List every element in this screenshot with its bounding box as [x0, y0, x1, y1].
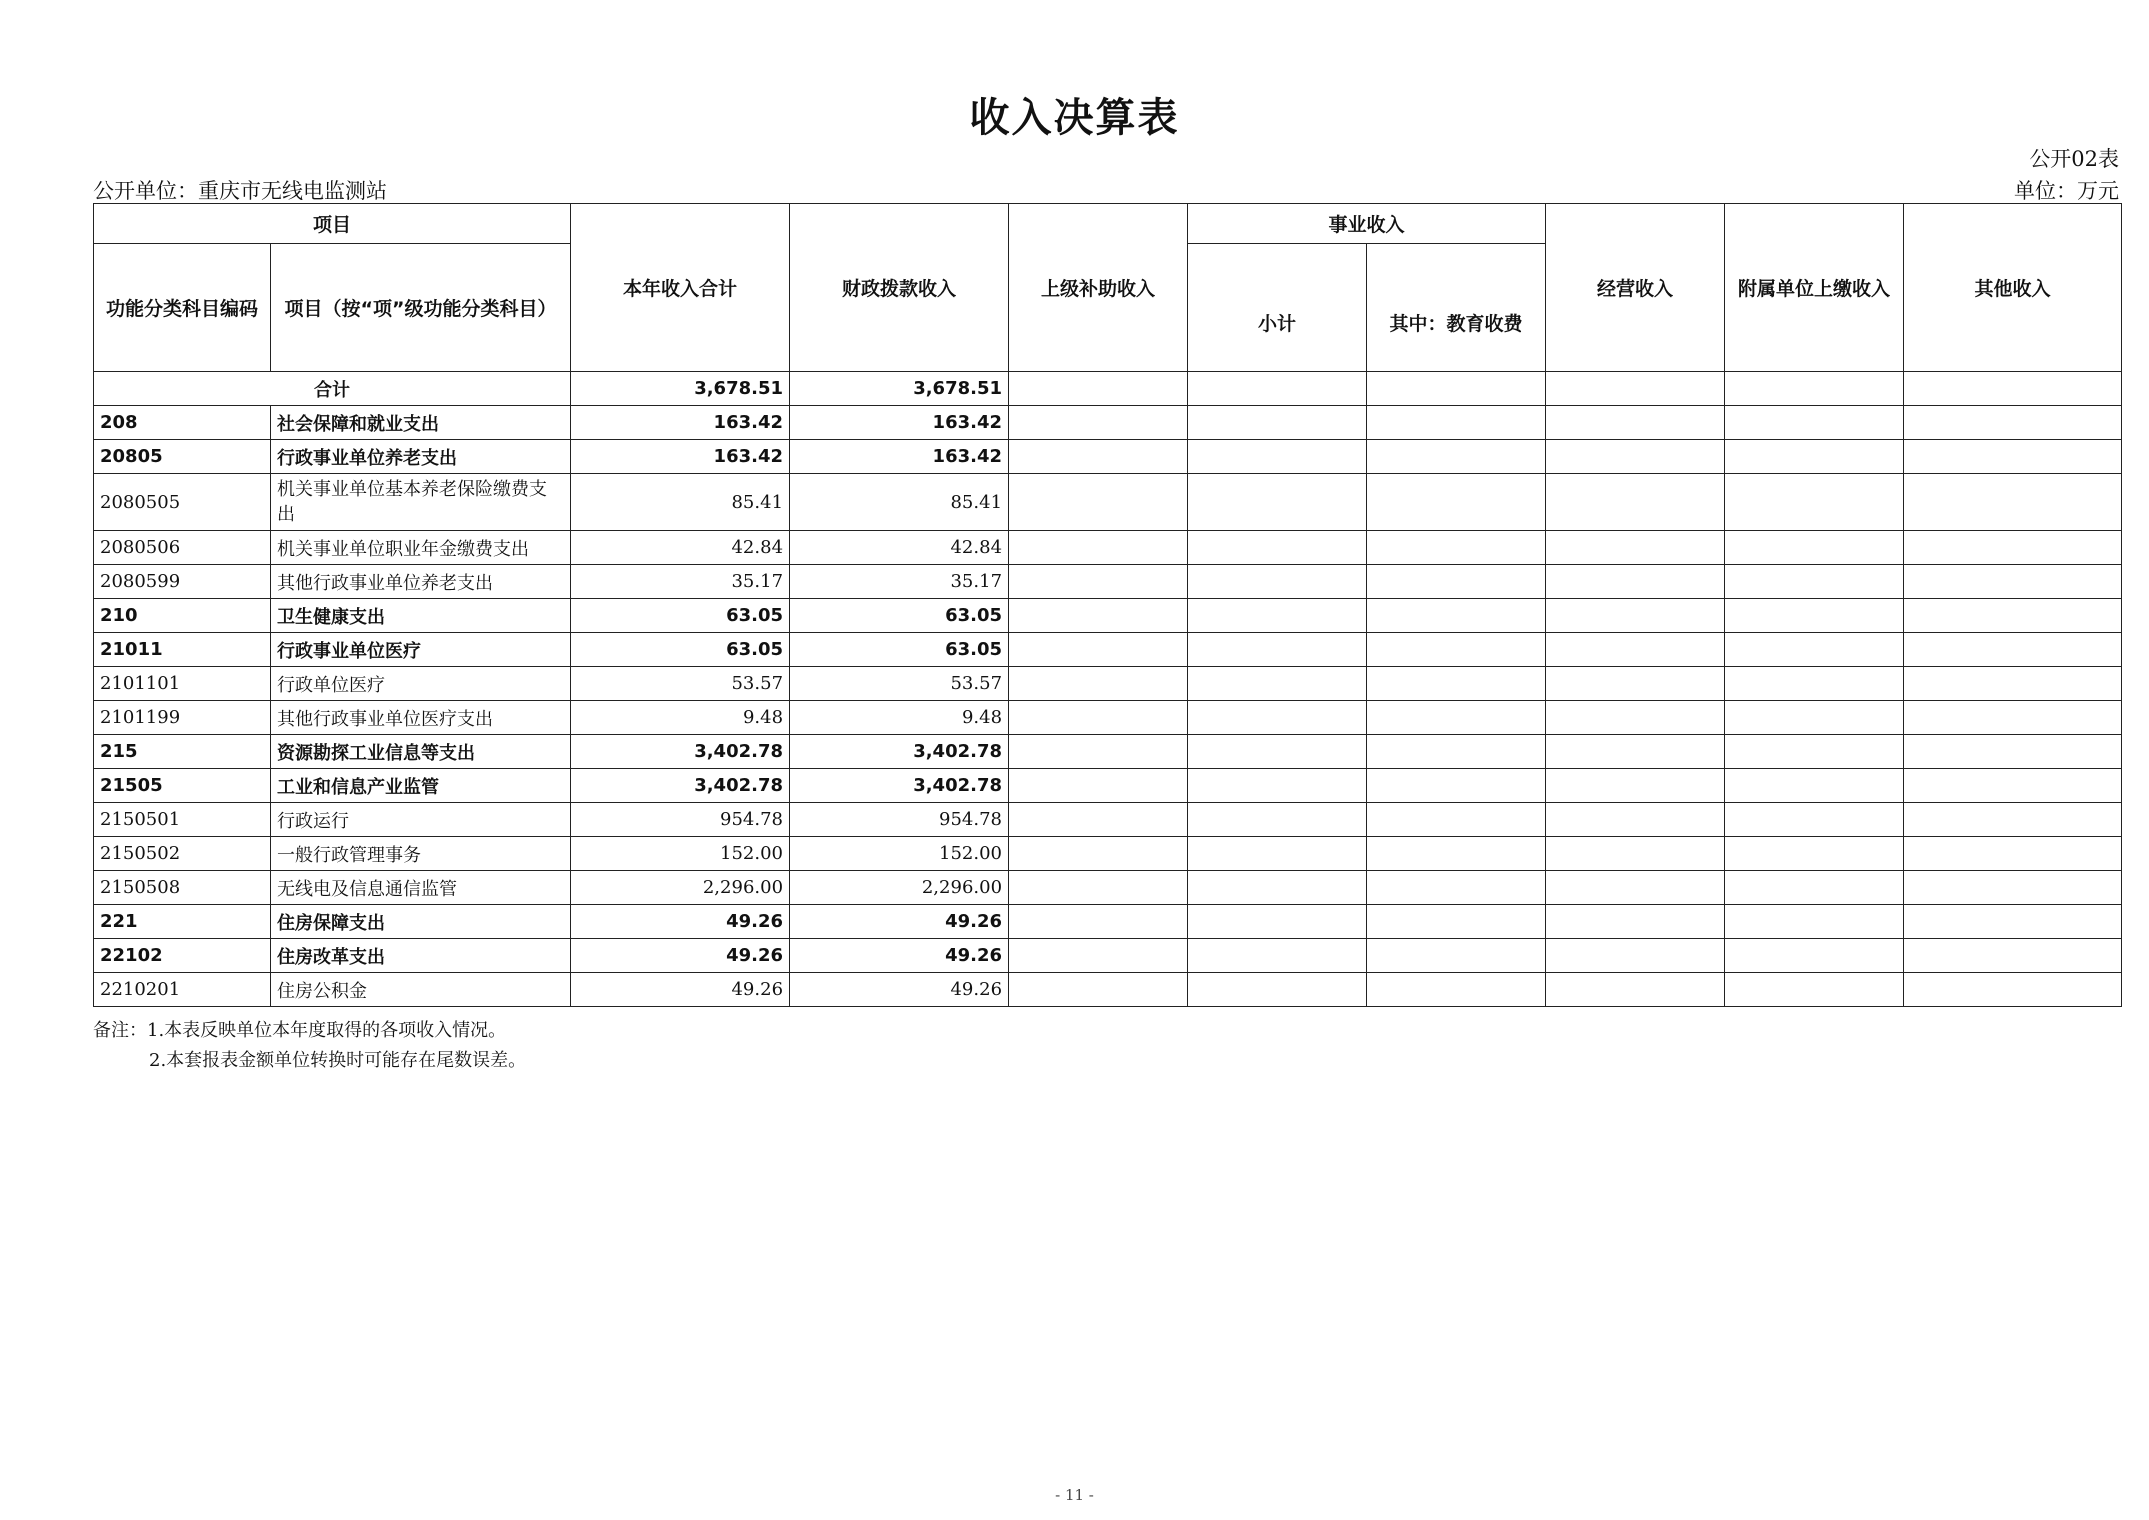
table-body — [94, 372, 2122, 1007]
table-row — [94, 837, 2122, 871]
table-row — [94, 599, 2122, 633]
empty-cell — [1188, 633, 1367, 667]
empty-cell — [1725, 769, 1904, 803]
header-education-fee: 其中：教育收费 — [1367, 244, 1546, 372]
empty-cell — [1367, 701, 1546, 735]
item-name-cell: 行政运行 — [271, 803, 571, 837]
empty-cell — [1009, 939, 1188, 973]
empty-cell — [1546, 667, 1725, 701]
empty-cell — [1367, 440, 1546, 474]
empty-cell — [1367, 667, 1546, 701]
empty-cell — [1725, 372, 1904, 406]
empty-cell — [1367, 973, 1546, 1007]
header-function-code: 功能分类科目编码 — [94, 244, 271, 372]
total-fiscal-value: 3,678.51 — [790, 372, 1009, 406]
empty-cell — [1904, 769, 2122, 803]
total-income-cell: 163.42 — [571, 440, 790, 474]
item-name-cell: 卫生健康支出 — [271, 599, 571, 633]
empty-cell — [1546, 440, 1725, 474]
header-business-income-group: 事业收入 — [1188, 204, 1546, 244]
empty-cell — [1546, 531, 1725, 565]
empty-cell — [1188, 735, 1367, 769]
empty-cell — [1367, 905, 1546, 939]
empty-cell — [1904, 633, 2122, 667]
header-superior-subsidy: 上级补助收入 — [1009, 204, 1188, 372]
empty-cell — [1009, 633, 1188, 667]
function-code-cell: 2080599 — [94, 565, 271, 599]
empty-cell — [1188, 531, 1367, 565]
empty-cell — [1725, 406, 1904, 440]
fiscal-income-cell: 152.00 — [790, 837, 1009, 871]
fiscal-income-cell: 49.26 — [790, 973, 1009, 1007]
empty-cell — [1009, 871, 1188, 905]
item-name-cell: 其他行政事业单位医疗支出 — [271, 701, 571, 735]
total-label: 合计 — [94, 372, 571, 406]
empty-cell — [1904, 939, 2122, 973]
empty-cell — [1367, 474, 1546, 531]
total-income-cell: 163.42 — [571, 406, 790, 440]
header-business-subtotal: 小计 — [1188, 244, 1367, 372]
total-income-cell: 42.84 — [571, 531, 790, 565]
function-code-cell: 2150502 — [94, 837, 271, 871]
function-code-cell: 21505 — [94, 769, 271, 803]
item-name-cell: 社会保障和就业支出 — [271, 406, 571, 440]
item-name-cell: 住房改革支出 — [271, 939, 571, 973]
empty-cell — [1904, 973, 2122, 1007]
empty-cell — [1367, 599, 1546, 633]
empty-cell — [1725, 905, 1904, 939]
empty-cell — [1188, 939, 1367, 973]
empty-cell — [1009, 905, 1188, 939]
table-row — [94, 406, 2122, 440]
footnote-1: 备注：1.本表反映单位本年度取得的各项收入情况。 — [93, 1020, 507, 1041]
function-code-cell: 2080506 — [94, 531, 271, 565]
empty-cell — [1725, 667, 1904, 701]
total-income-cell: 49.26 — [571, 939, 790, 973]
fiscal-income-cell: 2,296.00 — [790, 871, 1009, 905]
item-name-cell: 机关事业单位职业年金缴费支出 — [271, 531, 571, 565]
empty-cell — [1009, 474, 1188, 531]
total-income-cell: 954.78 — [571, 803, 790, 837]
function-code-cell: 2150508 — [94, 871, 271, 905]
empty-cell — [1904, 667, 2122, 701]
empty-cell — [1725, 531, 1904, 565]
empty-cell — [1546, 406, 1725, 440]
empty-cell — [1188, 871, 1367, 905]
empty-cell — [1009, 440, 1188, 474]
empty-cell — [1188, 667, 1367, 701]
empty-cell — [1009, 803, 1188, 837]
empty-cell — [1188, 565, 1367, 599]
empty-cell — [1546, 599, 1725, 633]
item-name-cell: 行政事业单位医疗 — [271, 633, 571, 667]
empty-cell — [1367, 837, 1546, 871]
item-name-cell: 资源勘探工业信息等支出 — [271, 735, 571, 769]
empty-cell — [1188, 440, 1367, 474]
empty-cell — [1009, 599, 1188, 633]
empty-cell — [1546, 837, 1725, 871]
table-row — [94, 769, 2122, 803]
total-income-cell: 3,402.78 — [571, 735, 790, 769]
empty-cell — [1546, 565, 1725, 599]
empty-cell — [1367, 769, 1546, 803]
function-code-cell: 2101199 — [94, 701, 271, 735]
total-income-cell: 63.05 — [571, 633, 790, 667]
empty-cell — [1725, 803, 1904, 837]
fiscal-income-cell: 42.84 — [790, 531, 1009, 565]
empty-cell — [1725, 440, 1904, 474]
header-other-income: 其他收入 — [1904, 204, 2122, 372]
empty-cell — [1188, 372, 1367, 406]
empty-cell — [1188, 803, 1367, 837]
empty-cell — [1009, 565, 1188, 599]
empty-cell — [1904, 474, 2122, 531]
empty-cell — [1009, 406, 1188, 440]
table-row — [94, 973, 2122, 1007]
empty-cell — [1546, 633, 1725, 667]
table-row — [94, 905, 2122, 939]
empty-cell — [1904, 406, 2122, 440]
fiscal-income-cell: 3,402.78 — [790, 735, 1009, 769]
empty-cell — [1009, 735, 1188, 769]
total-income-cell: 49.26 — [571, 973, 790, 1007]
empty-cell — [1725, 973, 1904, 1007]
header-item-name: 项目（按“项”级功能分类科目） — [271, 244, 571, 372]
header-fiscal-income: 财政拨款收入 — [790, 204, 1009, 372]
empty-cell — [1009, 372, 1188, 406]
empty-cell — [1546, 871, 1725, 905]
item-name-cell: 工业和信息产业监管 — [271, 769, 571, 803]
total-row — [94, 372, 2122, 406]
empty-cell — [1367, 871, 1546, 905]
empty-cell — [1009, 769, 1188, 803]
empty-cell — [1904, 565, 2122, 599]
empty-cell — [1904, 837, 2122, 871]
item-name-cell: 机关事业单位基本养老保险缴费支出 — [271, 474, 571, 531]
function-code-cell: 221 — [94, 905, 271, 939]
table-row — [94, 735, 2122, 769]
table-header — [94, 204, 2122, 372]
empty-cell — [1904, 701, 2122, 735]
empty-cell — [1367, 939, 1546, 973]
table-row — [94, 565, 2122, 599]
empty-cell — [1009, 531, 1188, 565]
total-income-value: 3,678.51 — [571, 372, 790, 406]
table-row — [94, 440, 2122, 474]
empty-cell — [1367, 633, 1546, 667]
income-statement-table — [93, 203, 2122, 1007]
empty-cell — [1367, 372, 1546, 406]
empty-cell — [1546, 905, 1725, 939]
total-income-cell: 152.00 — [571, 837, 790, 871]
header-total-income: 本年收入合计 — [571, 204, 790, 372]
footnote-2: 2.本套报表金额单位转换时可能存在尾数误差。 — [149, 1050, 527, 1071]
total-income-cell: 49.26 — [571, 905, 790, 939]
empty-cell — [1546, 372, 1725, 406]
fiscal-income-cell: 163.42 — [790, 440, 1009, 474]
fiscal-income-cell: 3,402.78 — [790, 769, 1009, 803]
table-row — [94, 667, 2122, 701]
total-income-cell: 9.48 — [571, 701, 790, 735]
reporting-organization: 公开单位：重庆市无线电监测站 — [93, 179, 387, 203]
empty-cell — [1904, 599, 2122, 633]
fiscal-income-cell: 53.57 — [790, 667, 1009, 701]
empty-cell — [1725, 565, 1904, 599]
empty-cell — [1009, 667, 1188, 701]
footnotes — [93, 1016, 526, 1076]
function-code-cell: 2210201 — [94, 973, 271, 1007]
empty-cell — [1188, 973, 1367, 1007]
header-item-group: 项目 — [94, 204, 571, 244]
header-affiliated-income: 附属单位上缴收入 — [1725, 204, 1904, 372]
empty-cell — [1725, 939, 1904, 973]
empty-cell — [1009, 837, 1188, 871]
empty-cell — [1188, 406, 1367, 440]
empty-cell — [1546, 474, 1725, 531]
fiscal-income-cell: 954.78 — [790, 803, 1009, 837]
amount-unit: 单位：万元 — [2014, 179, 2119, 203]
item-name-cell: 无线电及信息通信监管 — [271, 871, 571, 905]
item-name-cell: 一般行政管理事务 — [271, 837, 571, 871]
page-number: - 11 - — [1055, 1486, 1094, 1504]
empty-cell — [1009, 701, 1188, 735]
empty-cell — [1367, 406, 1546, 440]
total-income-cell: 35.17 — [571, 565, 790, 599]
item-name-cell: 其他行政事业单位养老支出 — [271, 565, 571, 599]
table-row — [94, 531, 2122, 565]
total-income-cell: 3,402.78 — [571, 769, 790, 803]
function-code-cell: 2150501 — [94, 803, 271, 837]
empty-cell — [1188, 769, 1367, 803]
header-operating-income: 经营收入 — [1546, 204, 1725, 372]
fiscal-income-cell: 49.26 — [790, 905, 1009, 939]
empty-cell — [1367, 735, 1546, 769]
empty-cell — [1725, 599, 1904, 633]
item-name-cell: 行政单位医疗 — [271, 667, 571, 701]
empty-cell — [1188, 599, 1367, 633]
function-code-cell: 21011 — [94, 633, 271, 667]
table-row — [94, 939, 2122, 973]
total-income-cell: 53.57 — [571, 667, 790, 701]
empty-cell — [1546, 701, 1725, 735]
fiscal-income-cell: 163.42 — [790, 406, 1009, 440]
empty-cell — [1367, 531, 1546, 565]
form-number: 公开02表 — [2029, 147, 2119, 171]
empty-cell — [1904, 440, 2122, 474]
empty-cell — [1904, 531, 2122, 565]
empty-cell — [1546, 973, 1725, 1007]
report-title: 收入决算表 — [969, 95, 1180, 141]
empty-cell — [1725, 474, 1904, 531]
empty-cell — [1725, 633, 1904, 667]
function-code-cell: 2080505 — [94, 474, 271, 531]
fiscal-income-cell: 63.05 — [790, 633, 1009, 667]
fiscal-income-cell: 49.26 — [790, 939, 1009, 973]
table-row — [94, 803, 2122, 837]
empty-cell — [1904, 905, 2122, 939]
empty-cell — [1725, 701, 1904, 735]
empty-cell — [1546, 735, 1725, 769]
table-row — [94, 871, 2122, 905]
empty-cell — [1904, 372, 2122, 406]
function-code-cell: 22102 — [94, 939, 271, 973]
total-income-cell: 63.05 — [571, 599, 790, 633]
empty-cell — [1188, 905, 1367, 939]
empty-cell — [1188, 701, 1367, 735]
empty-cell — [1367, 565, 1546, 599]
total-income-cell: 2,296.00 — [571, 871, 790, 905]
empty-cell — [1546, 769, 1725, 803]
item-name-cell: 住房公积金 — [271, 973, 571, 1007]
empty-cell — [1904, 871, 2122, 905]
item-name-cell: 住房保障支出 — [271, 905, 571, 939]
empty-cell — [1725, 837, 1904, 871]
table-row — [94, 633, 2122, 667]
empty-cell — [1009, 973, 1188, 1007]
empty-cell — [1904, 735, 2122, 769]
total-income-cell: 85.41 — [571, 474, 790, 531]
empty-cell — [1725, 871, 1904, 905]
empty-cell — [1367, 803, 1546, 837]
empty-cell — [1546, 939, 1725, 973]
function-code-cell: 2101101 — [94, 667, 271, 701]
fiscal-income-cell: 85.41 — [790, 474, 1009, 531]
table-row — [94, 701, 2122, 735]
empty-cell — [1188, 837, 1367, 871]
table-row — [94, 474, 2122, 531]
empty-cell — [1188, 474, 1367, 531]
fiscal-income-cell: 35.17 — [790, 565, 1009, 599]
item-name-cell: 行政事业单位养老支出 — [271, 440, 571, 474]
function-code-cell: 208 — [94, 406, 271, 440]
fiscal-income-cell: 63.05 — [790, 599, 1009, 633]
empty-cell — [1546, 803, 1725, 837]
function-code-cell: 20805 — [94, 440, 271, 474]
function-code-cell: 210 — [94, 599, 271, 633]
empty-cell — [1904, 803, 2122, 837]
function-code-cell: 215 — [94, 735, 271, 769]
fiscal-income-cell: 9.48 — [790, 701, 1009, 735]
empty-cell — [1725, 735, 1904, 769]
